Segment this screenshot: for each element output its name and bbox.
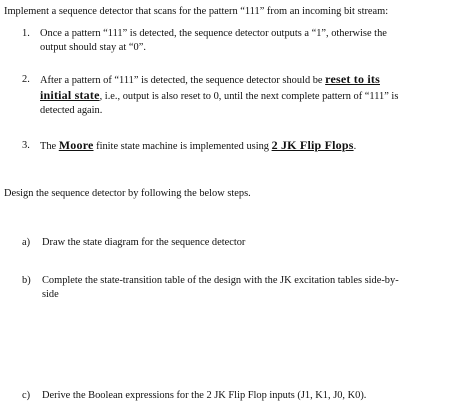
item-1-number: 1. [22, 28, 30, 39]
item-1-text-line-1: Once a pattern “111” is detected, the sequence detector outputs a “1”, otherwise the [40, 28, 387, 39]
problem-intro: Implement a sequence detector that scans for the pattern “111” from an incoming bit stream: [4, 6, 389, 17]
reset-emphasis: reset to its [325, 72, 380, 86]
item-2-line-2-text: , i.e., output is also reset to 0, until the next complete pattern of “111” is [99, 91, 399, 102]
item-2-text-line-3: detected again. [40, 105, 103, 116]
item-3-number: 3. [22, 140, 30, 151]
item-2-text-line-2 [40, 88, 398, 104]
moore-emphasis: Moore [58, 138, 94, 152]
step-a-text: Draw the state diagram for the sequence detector [42, 237, 246, 248]
step-b-text-line-2: side [42, 289, 59, 300]
item-2-line-1-text: After a pattern of “111” is detected, the sequence detector should be [40, 75, 326, 86]
item-2-number: 2. [22, 74, 30, 85]
item-2-text-line-1 [40, 72, 380, 88]
item-3-pre: The [40, 141, 59, 152]
design-heading: Design the sequence detector by following the below steps. [4, 188, 251, 199]
item-3-mid: finite state machine is implemented using [93, 141, 272, 152]
item-1-text-line-2: output should stay at “0”. [40, 42, 146, 53]
jk-flip-flops-emphasis: 2 JK Flip Flops [271, 138, 354, 152]
step-a-label: a) [22, 237, 31, 248]
step-c-label: c) [22, 390, 31, 401]
item-3-text [40, 138, 356, 154]
step-c-text: Derive the Boolean expressions for the 2 JK Flip Flop inputs (J1, K1, J0, K0). [42, 390, 367, 401]
step-b-text-line-1: Complete the state-transition table of the design with the JK excitation tables side-by- [42, 275, 399, 286]
initial-state-emphasis: initial state [40, 88, 100, 102]
step-b-label: b) [22, 275, 31, 286]
item-3-post: . [353, 141, 357, 152]
